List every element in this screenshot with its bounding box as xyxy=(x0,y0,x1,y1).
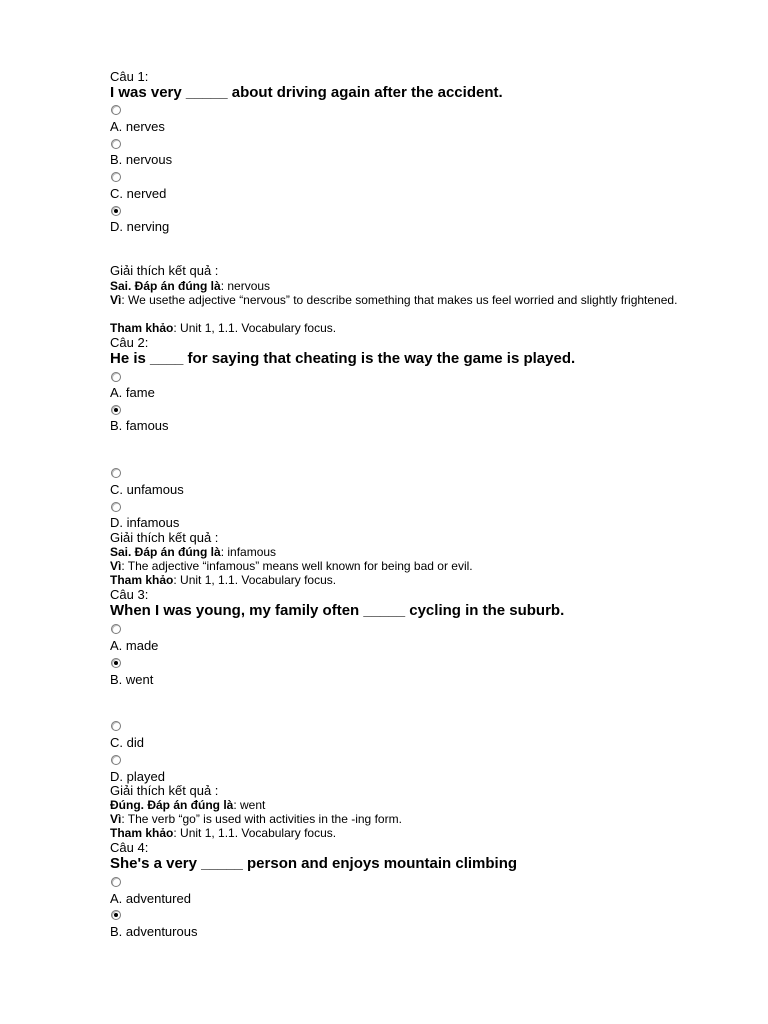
radio-option-a[interactable] xyxy=(111,877,121,887)
radio-option-b[interactable] xyxy=(111,910,121,920)
reason-label: Vì xyxy=(110,812,122,826)
radio-option-d[interactable] xyxy=(111,206,121,216)
explanation-reason xyxy=(110,559,473,573)
option-label: B. nervous xyxy=(110,152,173,167)
option-label: A. adventured xyxy=(110,891,191,906)
option-label: C. did xyxy=(110,735,144,750)
radio-option-d[interactable] xyxy=(111,502,121,512)
radio-option-c[interactable] xyxy=(111,721,121,731)
question-text: I was very _____ about driving again after the accident. xyxy=(110,84,503,101)
radio-option-a[interactable] xyxy=(111,105,121,115)
option-label: B. went xyxy=(110,672,154,687)
radio-option-c[interactable] xyxy=(111,468,121,478)
explanation-reason xyxy=(110,293,693,307)
option-label: A. fame xyxy=(110,385,155,400)
explanation-title: Giải thích kết quả : xyxy=(110,263,219,278)
option-label: C. nerved xyxy=(110,186,167,201)
question-text: He is ____ for saying that cheating is the way the game is played. xyxy=(110,350,576,367)
explanation-result xyxy=(110,545,276,559)
radio-option-a[interactable] xyxy=(111,624,121,634)
option-label: D. nerving xyxy=(110,219,170,234)
radio-option-b[interactable] xyxy=(111,139,121,149)
radio-option-c[interactable] xyxy=(111,172,121,182)
option-label: A. made xyxy=(110,638,159,653)
reason-text: : The adjective “infamous” means well known for being bad or evil. xyxy=(121,559,473,573)
result-label: Sai. Đáp án đúng là xyxy=(110,279,221,293)
ref-text: : Unit 1, 1.1. Vocabulary focus. xyxy=(173,321,337,335)
ref-label: Tham khảo xyxy=(110,573,174,587)
ref-text: : Unit 1, 1.1. Vocabulary focus. xyxy=(173,573,337,587)
result-value: : went xyxy=(233,798,266,812)
radio-option-b[interactable] xyxy=(111,658,121,668)
ref-label: Tham khảo xyxy=(110,826,174,840)
result-label: Sai. Đáp án đúng là xyxy=(110,545,221,559)
option-label: A. nerves xyxy=(110,119,165,134)
explanation-title: Giải thích kết quả : xyxy=(110,530,219,545)
explanation-reference xyxy=(110,321,336,335)
option-label: D. infamous xyxy=(110,515,180,530)
result-label: Đúng. Đáp án đúng là xyxy=(110,798,234,812)
explanation-result xyxy=(110,279,270,293)
radio-option-d[interactable] xyxy=(111,755,121,765)
reason-label: Vì xyxy=(110,293,122,307)
ref-text: : Unit 1, 1.1. Vocabulary focus. xyxy=(173,826,337,840)
question-text: She's a very _____ person and enjoys mountain climbing xyxy=(110,855,518,872)
reason-label: Vì xyxy=(110,559,122,573)
explanation-reference xyxy=(110,826,336,840)
explanation-title: Giải thích kết quả : xyxy=(110,783,219,798)
question-label: Câu 1: xyxy=(110,69,149,84)
result-value: : infamous xyxy=(220,545,277,559)
explanation-reason xyxy=(110,812,402,826)
option-label: D. played xyxy=(110,769,165,784)
question-label: Câu 4: xyxy=(110,840,149,855)
reason-text: : We usethe adjective “nervous” to describe something that makes us feel worried and slightly frightened. xyxy=(121,293,678,307)
option-label: B. adventurous xyxy=(110,924,198,939)
explanation-result xyxy=(110,798,265,812)
question-label: Câu 3: xyxy=(110,587,149,602)
explanation-reference xyxy=(110,573,336,587)
reason-text: : The verb “go” is used with activities in the -ing form. xyxy=(121,812,402,826)
question-text: When I was young, my family often _____ cycling in the suburb. xyxy=(110,602,565,619)
option-label: C. unfamous xyxy=(110,482,184,497)
radio-option-b[interactable] xyxy=(111,405,121,415)
question-label: Câu 2: xyxy=(110,335,149,350)
radio-option-a[interactable] xyxy=(111,372,121,382)
ref-label: Tham khảo xyxy=(110,321,174,335)
result-value: : nervous xyxy=(220,279,271,293)
option-label: B. famous xyxy=(110,418,169,433)
